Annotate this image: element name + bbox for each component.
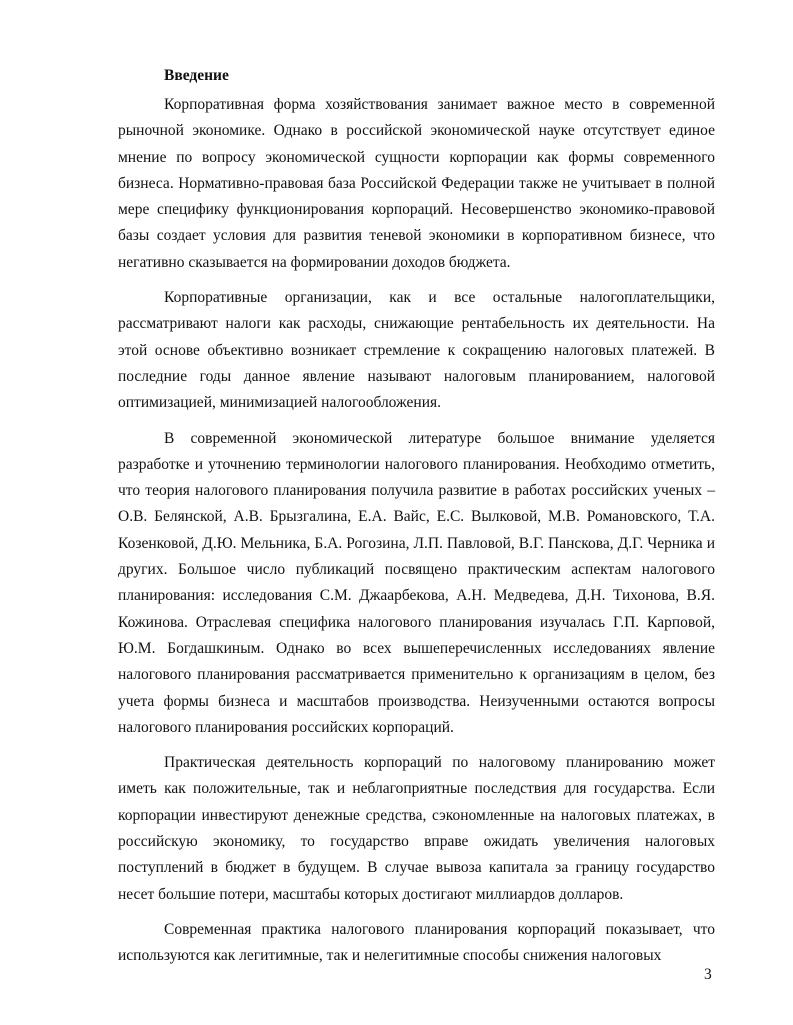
paragraph-4: Практическая деятельность корпораций по налоговому планированию может иметь как положительные, так и неблагоприятные последствия для государства. Если корпорации инвестируют денежные средства, сэкономленные на налоговых платежах, в российскую экономику, то государство вправе ожидать увеличения налоговых поступлений в бюджет в будущем. В случае вывоза капитала за границу государство несет большие потери, масштабы которых достигают миллиардов долларов.	[118, 754, 715, 903]
page-number: 3	[704, 966, 712, 983]
body-text	[118, 92, 715, 970]
section-heading: Введение	[164, 67, 229, 84]
paragraph-5: Современная практика налогового планирования корпораций показывает, что используются как легитимные, так и нелегитимные способы снижения налоговых	[118, 920, 715, 965]
paragraph-3: В современной экономической литературе большое внимание уделяется разработке и уточнению терминологии налогового планирования. Необходимо отметить, что теория налогового планирования получила развитие в работах российских ученых – О.В. Белянской, А.В. Брызгалина, Е.А. Вайс, Е.С. Вылковой, М.В. Романовского, Т.А. Козенковой, Д.Ю. Мельника, Б.А. Рогозина, Л.П. Павловой, В.Г. Панскова, Д.Г. Черника и других. Большое число публикаций посвящено практическим аспектам налогового планирования: исследования С.М. Джаарбекова, А.Н. Медведева, Д.Н. Тихонова, В.Я. Кожинова. Отраслевая специфика налогового планирования изучалась Г.П. Карповой, Ю.М. Богдашкиным. Однако во всех вышеперечисленных исследованиях явление налогового планирования рассматривается применительно к организациям в целом, без учета формы бизнеса и масштабов производства. Неизученными остаются вопросы налогового планирования российских корпораций.	[118, 429, 715, 736]
paragraph-2: Корпоративные организации, как и все остальные налогоплательщики, рассматривают налоги как расходы, снижающие рентабельность их деятельности. На этой основе объективно возникает стремление к сокращению налоговых платежей. В последние годы данное явление называют налоговым планированием, налоговой оптимизацией, минимизацией налогообложения.	[118, 289, 715, 412]
paragraph-1: Корпоративная форма хозяйствования занимает важное место в современной рыночной экономике. Однако в российской экономической науке отсутствует единое мнение по вопросу экономической сущности корпорации как формы современного бизнеса. Нормативно-правовая база Российской Федерации также не учитывает в полной мере специфику функционирования корпораций. Несовершенство экономико-правовой базы создает условия для развития теневой экономики в корпоративном бизнесе, что негативно сказывается на формировании доходов бюджета.	[118, 96, 715, 271]
